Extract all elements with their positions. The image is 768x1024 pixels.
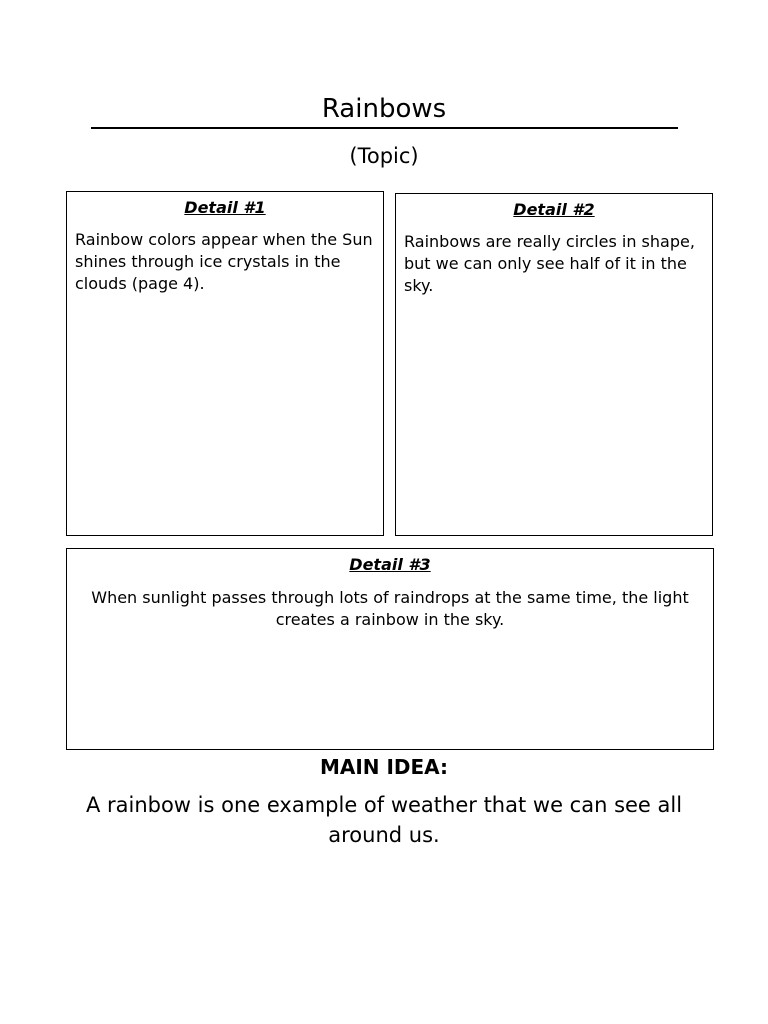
detail-box-2 [395,193,713,536]
detail-text-1: Rainbow colors appear when the Sun shines through ice crystals in the clouds (page 4). [75,230,373,293]
topic-caption: (Topic) [349,144,419,168]
detail-box-3 [66,548,714,750]
detail-heading-1: Detail #1 [184,198,266,217]
detail-text-3: When sunlight passes through lots of raindrops at the same time, the light creates a rainbow in the sky. [91,588,689,629]
detail-heading-3: Detail #3 [349,555,431,574]
detail-text-2: Rainbows are really circles in shape, but we can only see half of it in the sky. [404,232,695,295]
topic-title: Rainbows [321,94,447,124]
detail-heading-2: Detail #2 [513,200,595,219]
topic-underline [91,127,678,129]
main-idea-text: A rainbow is one example of weather that we can see all around us. [85,793,683,847]
main-idea-heading: MAIN IDEA: [319,755,449,779]
detail-box-1 [66,191,384,536]
